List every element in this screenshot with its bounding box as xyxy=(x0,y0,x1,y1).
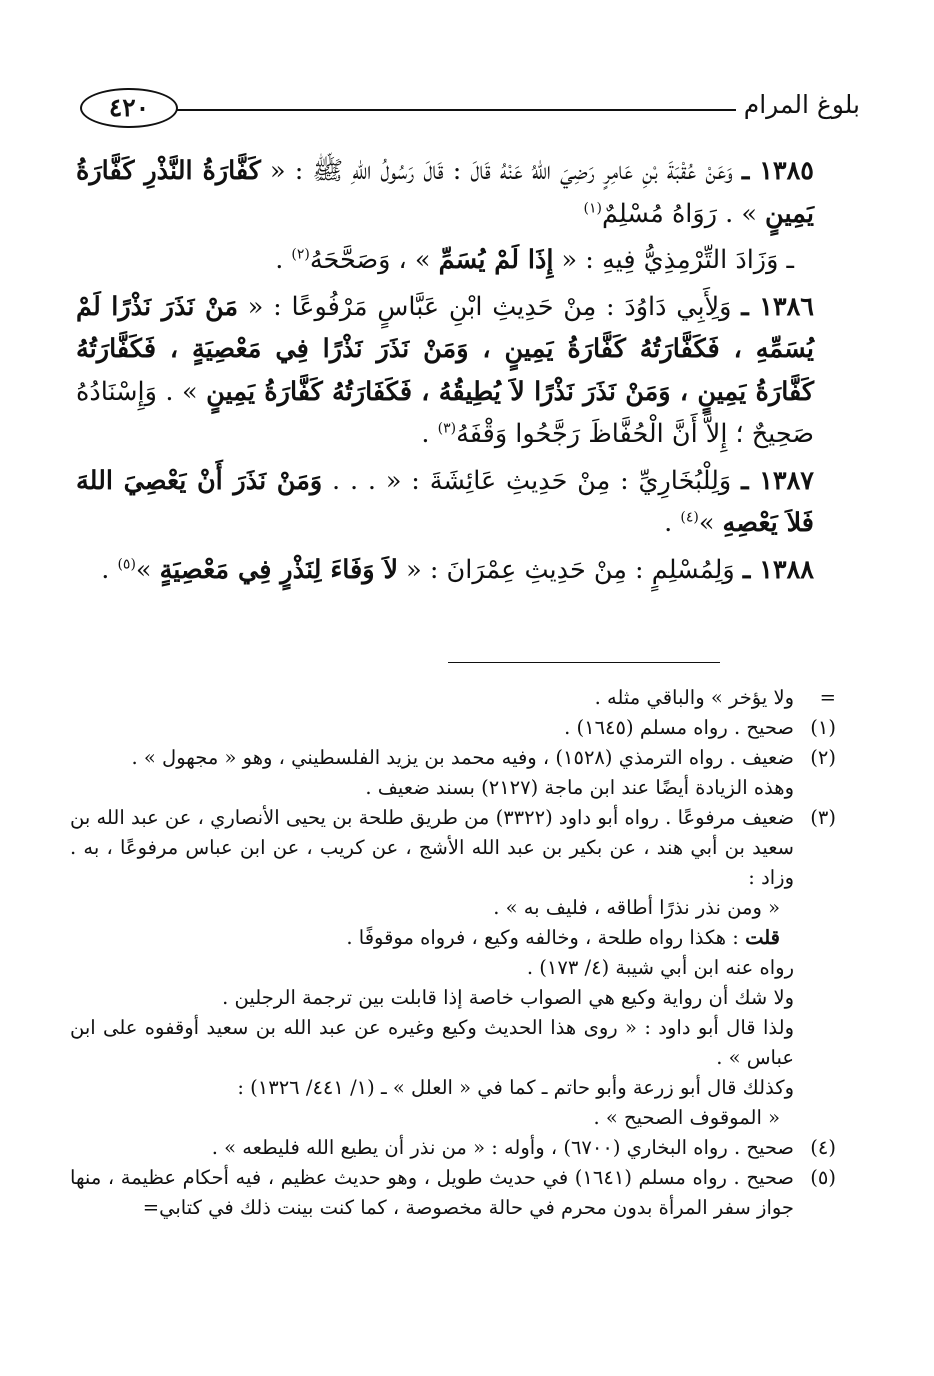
hadith-number: ١٣٨٨ ـ xyxy=(742,554,814,585)
header-rule xyxy=(176,109,736,111)
hadith-matn: لاَ وَفَاءَ لِنَذْرٍ فِي مَعْصِيَةٍ xyxy=(159,554,399,585)
addition-intro: ـ وَزَادَ التِّرْمِذِيُّ فِيهِ : « xyxy=(561,245,794,275)
footnote-ref: (٤) xyxy=(680,509,699,526)
footnote-3-line: ولذا قال أبو داود : « روى هذا الحديث وكيع وغيره عن عبد الله بن سعيد أوقفوه على ابن عباس » . xyxy=(70,1016,794,1069)
addition-end: . xyxy=(275,245,284,275)
footnote-marker: (١) xyxy=(810,716,836,739)
footnote-3-line: رواه عنه ابن أبي شيبة (٤/ ١٧٣) . xyxy=(526,956,794,979)
footnote-grade: صحيح xyxy=(746,1166,794,1189)
hadith-outro: » . رَوَاهُ مُسْلِمٌ xyxy=(602,198,757,229)
footnote-marker: (٣) xyxy=(810,806,836,829)
footnote-text: . رواه مسلم (١٦٤١) في حديث طويل ، وهو حديث عظيم ، فيه أحكام عظيمة ، منها جواز سفر المرأة بدون محرم في حالة مخصوصة ، كما كنت بينت ذلك في كتابي xyxy=(70,1166,794,1219)
footnote-ref: (١) xyxy=(583,200,603,216)
footnotes xyxy=(70,683,836,1223)
hadith-intro: وَلِلْبُخَارِيِّ : مِنْ حَدِيثِ عَائِشَةَ : « . . . xyxy=(332,465,732,496)
page-header xyxy=(80,88,860,132)
footnote-text: . رواه مسلم (١٦٤٥) . xyxy=(564,716,741,739)
hadith-end: . xyxy=(664,508,673,538)
footnote-3-line: وكذلك قال أبو زرعة وأبو حاتم ـ كما في « العلل » ـ (١/ ٤٤١/ ١٣٢٦) : xyxy=(237,1076,794,1099)
hadith-1388 xyxy=(76,549,814,592)
footnote-1 xyxy=(70,713,836,743)
hadith-number: ١٣٨٧ ـ xyxy=(741,465,814,496)
footnote-marker: (٤) xyxy=(810,1136,836,1159)
footnote-marker: (٢) xyxy=(810,746,836,769)
footnote-5 xyxy=(70,1163,836,1223)
footnote-text: . رواه البخاري (٦٧٠٠) ، وأوله : « من نذر أن يطيع الله فليطعه » . xyxy=(211,1136,741,1159)
hadith-intro: وَلِأَبِي دَاوُدَ : مِنْ حَدِيثِ ابْنِ عَبَّاسٍ مَرْفُوعًا : « xyxy=(247,291,732,322)
hadith-outro: » xyxy=(698,508,715,538)
footnote-grade: ضعيف xyxy=(741,746,794,769)
footnote-grade: صحيح xyxy=(746,1136,794,1159)
footnote-3-qult xyxy=(70,923,794,953)
hadith-number: ١٣٨٥ ـ xyxy=(741,156,815,186)
footnote-grade: صحيح xyxy=(746,716,794,739)
hadith-outro: » . وَإِسْنَادُهُ صَحِيحٌ ؛ إِلاَّ أَنَّ الْحُفَّاظَ رَجَّحُوا وَقْفَهُ xyxy=(76,376,814,449)
footnote-4 xyxy=(70,1133,836,1163)
footnote-separator xyxy=(448,662,720,663)
footnote-3-quote: « ومن نذر نذرًا أطاقه ، فليف به » . xyxy=(493,896,780,919)
footnote-3 xyxy=(70,803,836,893)
footnote-text: . رواه الترمذي (١٥٢٨) ، وفيه محمد بن يزيد الفلسطيني ، وهو « مجهول » . xyxy=(131,746,736,769)
hadith-matn: وَمَنْ نَذَرَ أَنْ يَعْصِيَ اللهَ فَلاَ يَعْصِهِ xyxy=(76,465,814,538)
hadith-1385-addition xyxy=(76,239,814,282)
footnote-ref: (٣) xyxy=(437,420,457,437)
hadith-1386 xyxy=(76,286,814,456)
qult-text: : هكذا رواه طلحة ، وخالفه وكيع ، فرواه موقوفًا . xyxy=(346,926,739,949)
addition-outro: » ، وَصَحَّحَهُ xyxy=(309,245,431,275)
hadith-number: ١٣٨٦ ـ xyxy=(741,291,814,322)
hadith-1385 xyxy=(76,150,814,235)
footnote-2 xyxy=(70,743,836,773)
footnote-3-line: « الموقوف الصحيح » . xyxy=(593,1106,780,1129)
footnote-text: . رواه أبو داود (٣٣٢٢) من طريق طلحة بن يحيى الأنصاري ، عن عبد الله بن سعيد بن أبي هند ، عن بكير بن عبد الله الأشج ، عن كريب ، عن ابن عباس مرفوعًا ، به . وزاد : xyxy=(70,806,794,889)
hadith-matn: مَنْ نَذَرَ نَذْرًا لَمْ يُسَمِّهِ ، فَكَفَّارَتُهُ كَفَّارَةُ يَمِينٍ ، وَمَنْ نَذَرَ نَذْرًا فِي مَعْصِيَةٍ ، فَكَفَّارَتُهُ كَفَّارَةُ يَمِينٍ ، وَمَنْ نَذَرَ نَذْرًا لاَ يُطِيقُهُ ، فَكَفَارَتُهُ كَفَّارَةُ يَمِينٍ xyxy=(76,291,815,407)
footnote-ref: (٢) xyxy=(291,246,310,263)
footnote-2-line-2: وهذه الزيادة أيضًا عند ابن ماجة (٢١٢٧) بسند ضعيف . xyxy=(365,776,794,799)
hadith-1387 xyxy=(76,460,814,545)
footnote-grade: ضعيف مرفوعًا xyxy=(677,806,794,829)
continuation-marker: = xyxy=(142,1196,160,1219)
hadith-end: . xyxy=(421,419,430,449)
footnote-text: ولا يؤخر » والباقي مثله . xyxy=(594,686,794,709)
page-number: ٤٢٠ xyxy=(80,88,178,128)
footnote-3-line: ولا شك أن رواية وكيع هي الصواب خاصة إذا قابلت بين ترجمة الرجلين . xyxy=(222,986,794,1009)
hadith-intro: وَعَنْ عُقْبَةَ بْنِ عَامِرٍ رَضِيَ اللهُ عَنْهُ قَالَ : قَالَ رَسُولُ اللهِ ﷺ : « xyxy=(270,156,733,186)
hadith-intro: وَلِمُسْلِمٍ : مِنْ حَدِيثِ عِمْرَانَ : « xyxy=(406,554,735,585)
continuation-marker: = xyxy=(819,686,836,709)
book-title: بلوغ المرام xyxy=(743,90,860,119)
footnote-carryover xyxy=(70,683,836,713)
footnote-marker: (٥) xyxy=(810,1166,836,1189)
addition-matn: إِذَا لَمْ يُسَمِّ xyxy=(438,245,554,275)
qult-label: قلت xyxy=(745,926,780,949)
hadith-end: . xyxy=(101,554,110,585)
footnote-ref: (٥) xyxy=(117,556,136,572)
main-text xyxy=(76,150,814,595)
hadith-outro: » xyxy=(135,554,152,585)
hadith-matn: كَفَّارَةُ النَّذْرِ كَفَّارَةُ يَمِينٍ xyxy=(76,156,814,229)
